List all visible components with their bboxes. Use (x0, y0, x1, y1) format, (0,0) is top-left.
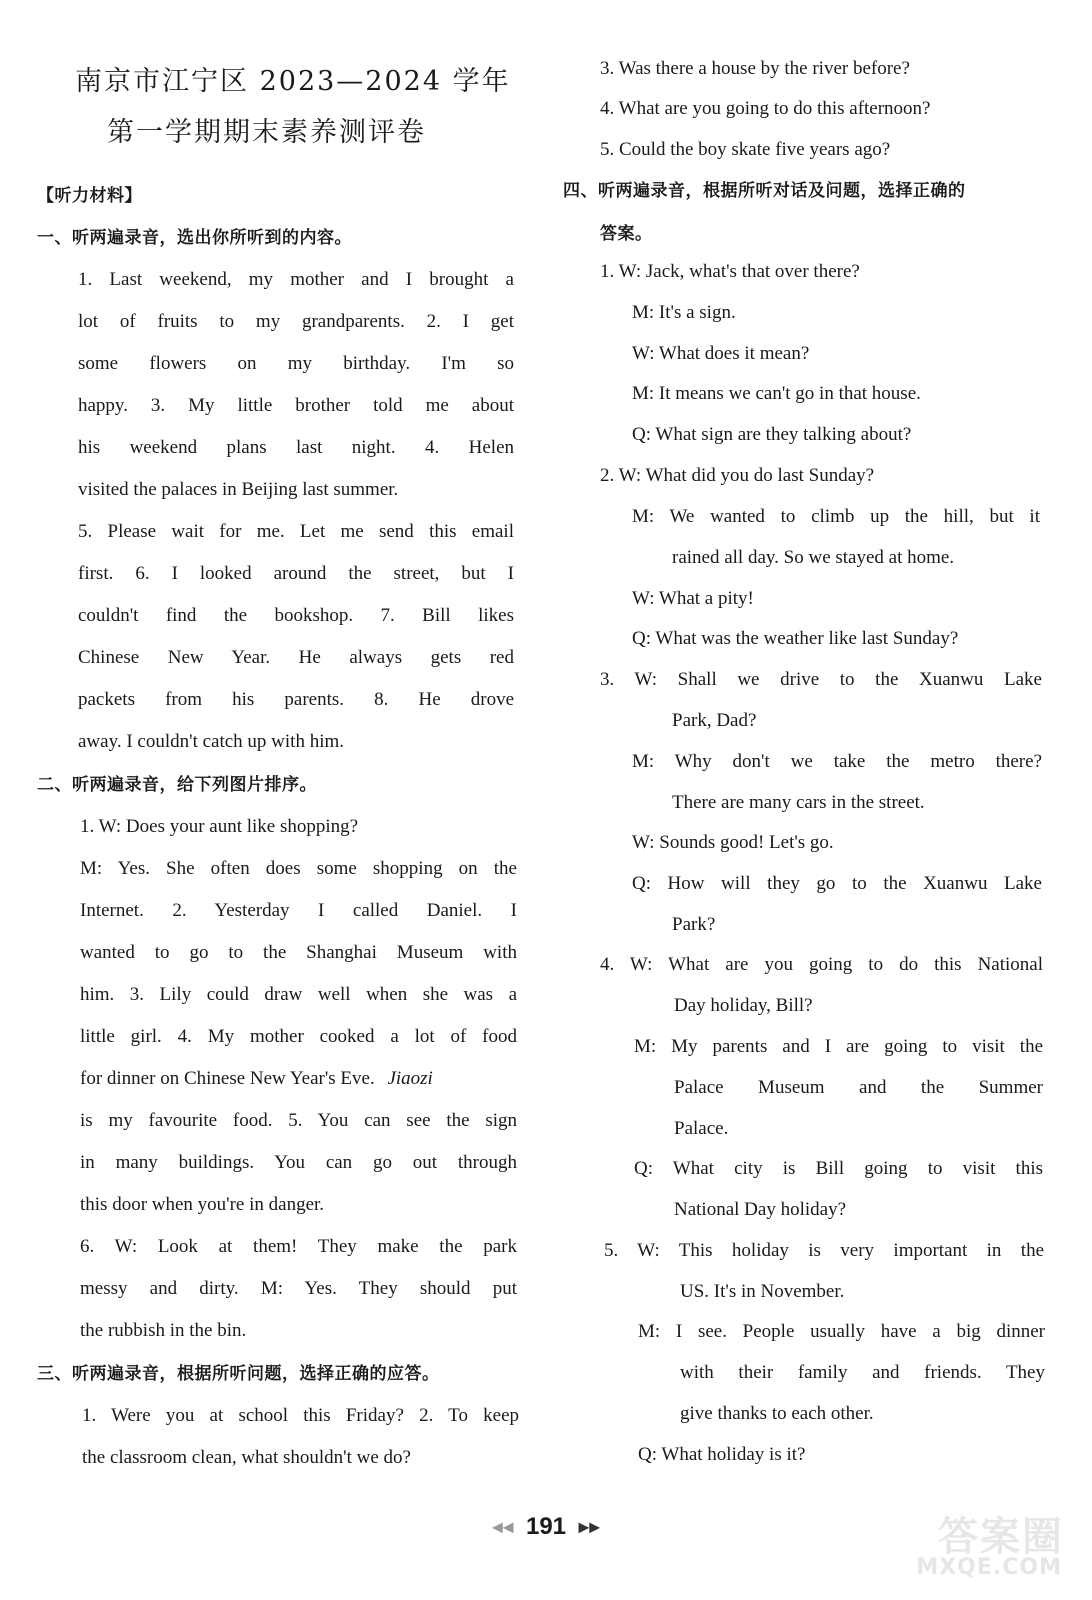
part3-line: 4. What are you going to do this afternoon? (600, 98, 931, 119)
part3-heading: 三、听两遍录音，根据所听问题，选择正确的应答。 (37, 1364, 440, 1384)
part2-line: for dinner on Chinese New Year's Eve. (80, 1068, 375, 1089)
part4-line: M: We wanted to climb up the hill, but it (632, 506, 1040, 527)
part1-line: his weekend plans last night. 4. Helen (78, 437, 514, 458)
part2-line: is my favourite food. 5. You can see the sign (80, 1110, 517, 1131)
part2-line: the rubbish in the bin. (80, 1320, 247, 1341)
part2-line: little girl. 4. My mother cooked a lot of food (80, 1026, 517, 1047)
part2-heading: 二、听两遍录音，给下列图片排序。 (37, 775, 317, 795)
part2-line: 6. W: Look at them! They make the park (80, 1236, 517, 1257)
part4-line: Palace. (674, 1118, 729, 1139)
watermark-text-bottom: MXQE.COM (916, 1555, 1062, 1580)
part1-line: some flowers on my birthday. I'm so (78, 353, 514, 374)
part4-line: give thanks to each other. (680, 1403, 874, 1424)
part1-line: 5. Please wait for me. Let me send this email (78, 521, 514, 542)
page-number: 191 (525, 1513, 567, 1540)
part4-line: 4. W: What are you going to do this National (600, 954, 1043, 975)
part3-line: the classroom clean, what shouldn't we do? (82, 1447, 411, 1468)
part4-line: National Day holiday? (674, 1199, 847, 1220)
part4-line: 5. W: This holiday is very important in the (604, 1240, 1044, 1261)
part2-line: wanted to go to the Shanghai Museum with (80, 942, 517, 963)
part4-line: Q: What city is Bill going to visit this (634, 1158, 1043, 1179)
part2-line: messy and dirty. M: Yes. They should put (80, 1278, 517, 1299)
part1-line: away. I couldn't catch up with him. (78, 731, 345, 752)
watermark-logo (894, 1505, 1064, 1590)
part4-line: W: What does it mean? (632, 343, 810, 364)
part3-line: 5. Could the boy skate five years ago? (600, 139, 891, 160)
title-line-2: 第一学期期末素养测评卷 (107, 117, 426, 148)
part4-line: 3. W: Shall we drive to the Xuanwu Lake (600, 669, 1042, 690)
part2-line-with-italic (80, 1067, 433, 1091)
part4-line: M: My parents and I are going to visit the (634, 1036, 1043, 1057)
part4-line: 2. W: What did you do last Sunday? (600, 465, 875, 486)
part4-heading-line2: 答案。 (600, 224, 653, 244)
section-label: 【听力材料】 (37, 186, 142, 206)
part4-line: Q: What was the weather like last Sunday? (632, 628, 959, 649)
part1-line: lot of fruits to my grandparents. 2. I get (78, 311, 514, 332)
part2-line: Internet. 2. Yesterday I called Daniel. I (80, 900, 517, 921)
part1-heading: 一、听两遍录音，选出你所听到的内容。 (37, 228, 352, 248)
part4-line: Q: How will they go to the Xuanwu Lake (632, 873, 1042, 894)
part3-line: 3. Was there a house by the river before? (600, 58, 910, 79)
part2-line: in many buildings. You can go out through (80, 1152, 517, 1173)
part2-line: this door when you're in danger. (80, 1194, 325, 1215)
part4-heading-line1: 四、听两遍录音，根据所听对话及问题，选择正确的 (563, 181, 966, 201)
part4-line: with their family and friends. They (680, 1362, 1045, 1383)
part4-line: M: It's a sign. (632, 302, 736, 323)
part1-line: happy. 3. My little brother told me about (78, 395, 514, 416)
part1-line: visited the palaces in Beijing last summer. (78, 479, 399, 500)
part4-line: US. It's in November. (680, 1281, 845, 1302)
part4-line: W: Sounds good! Let's go. (632, 832, 834, 853)
part4-line: rained all day. So we stayed at home. (672, 547, 955, 568)
part4-line: 1. W: Jack, what's that over there? (600, 261, 860, 282)
part4-line: Park? (672, 914, 716, 935)
part1-line: Chinese New Year. He always gets red (78, 647, 514, 668)
part4-line: There are many cars in the street. (672, 792, 925, 813)
watermark-text-top: 答案圈 (938, 1514, 1064, 1560)
part1-line: 1. Last weekend, my mother and I brought a (78, 269, 514, 290)
title-line-1: 南京市江宁区 2023—2024 学年 (75, 66, 511, 97)
part4-line: Q: What holiday is it? (638, 1444, 806, 1465)
part1-line: packets from his parents. 8. He drove (78, 689, 514, 710)
next-arrows-icon: ▶▶ (578, 1518, 601, 1535)
prev-arrows-icon: ◀◀ (491, 1518, 514, 1535)
part4-line: Palace Museum and the Summer (674, 1077, 1043, 1098)
part4-line: M: It means we can't go in that house. (632, 383, 921, 404)
part4-line: M: I see. People usually have a big dinner (638, 1321, 1045, 1342)
part2-line: M: Yes. She often does some shopping on the (80, 858, 517, 879)
part4-line: Q: What sign are they talking about? (632, 424, 912, 445)
part3-line: 1. Were you at school this Friday? 2. To keep (82, 1405, 519, 1426)
part1-line: couldn't find the bookshop. 7. Bill likes (78, 605, 514, 626)
part4-line: W: What a pity! (632, 588, 754, 609)
part1-line: first. 6. I looked around the street, but I (78, 563, 514, 584)
part2-line: him. 3. Lily could draw well when she was a (80, 984, 517, 1005)
jiaozi-italic: Jiaozi (387, 1068, 433, 1089)
part4-line: Day holiday, Bill? (674, 995, 813, 1016)
part4-line: M: Why don't we take the metro there? (632, 751, 1042, 772)
part2-line: 1. W: Does your aunt like shopping? (80, 816, 359, 837)
part4-line: Park, Dad? (672, 710, 757, 731)
